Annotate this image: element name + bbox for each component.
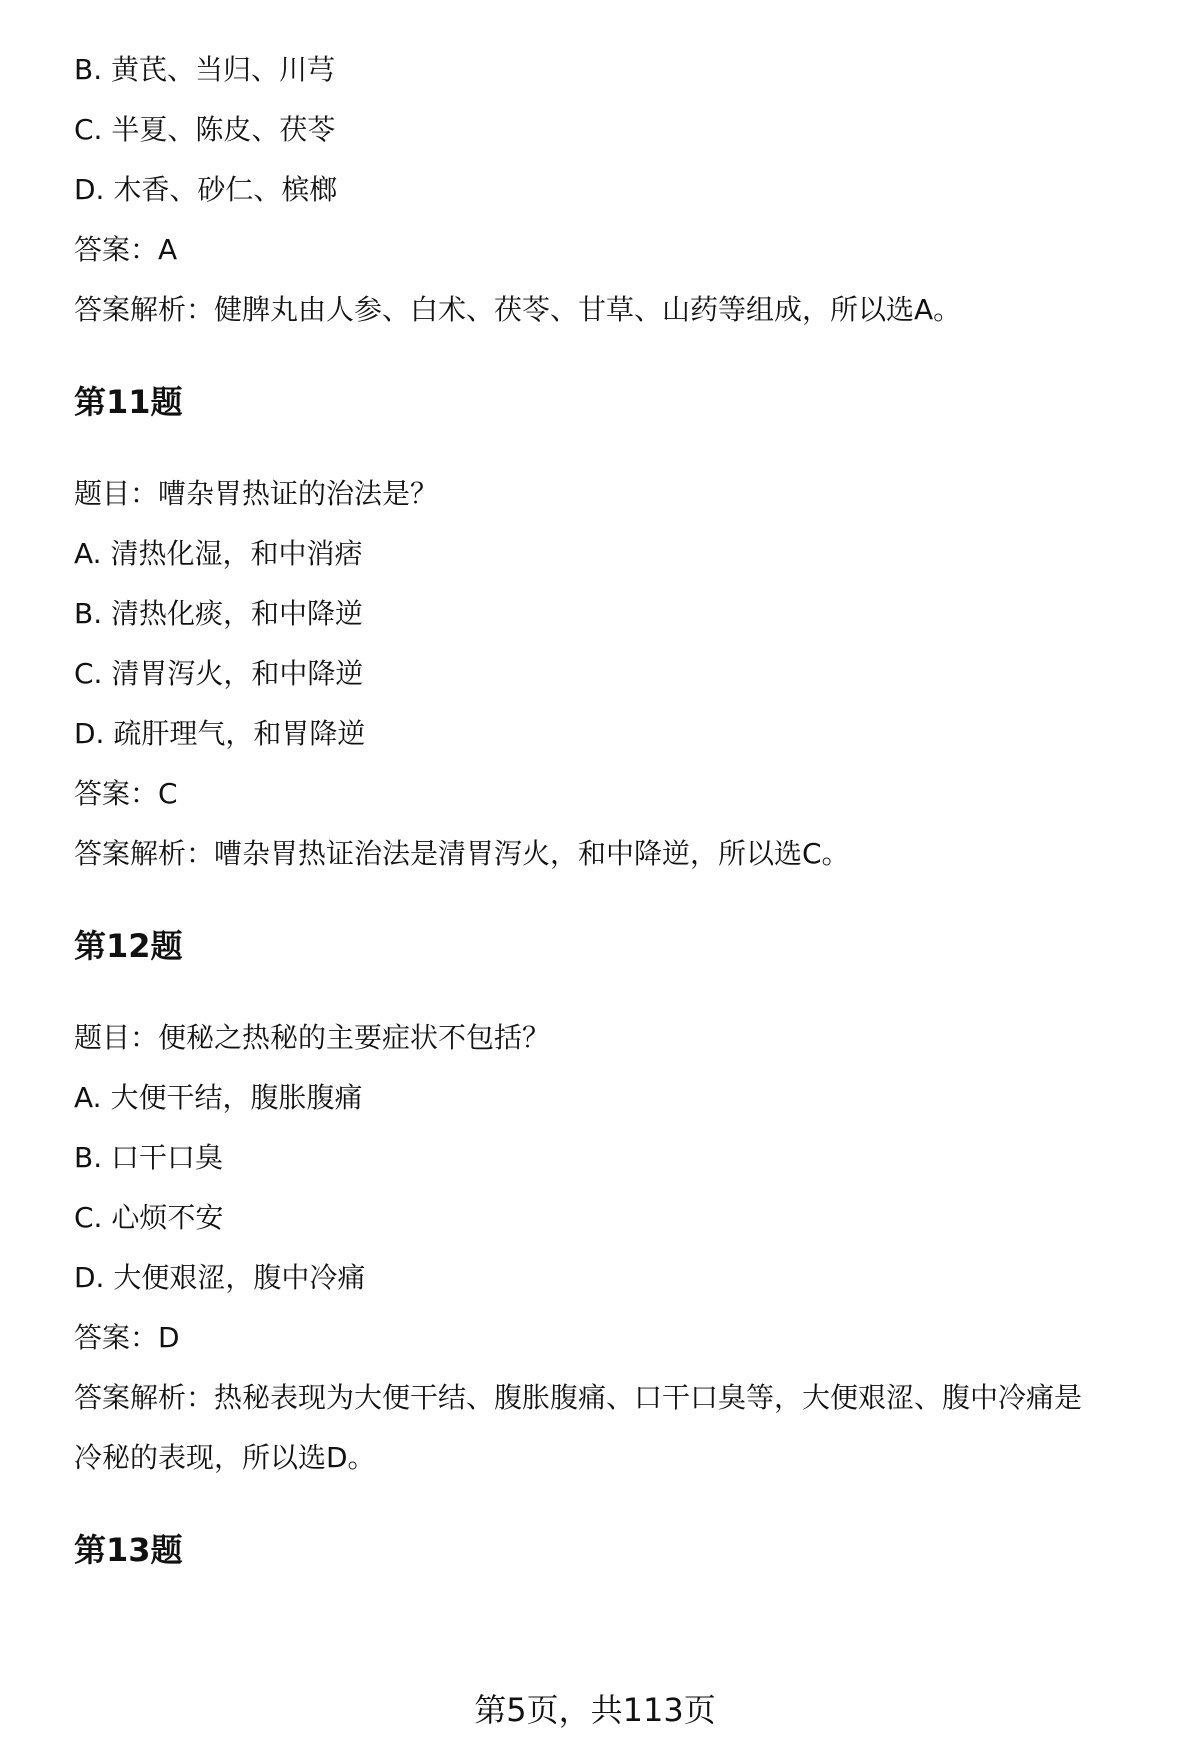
q10-answer: 答案：A: [74, 233, 178, 266]
q11-answer: 答案：C: [74, 777, 178, 810]
q12-option-b: B. 口干口臭: [74, 1141, 224, 1174]
q12-explanation-line-2: 冷秘的表现，所以选D。: [74, 1441, 376, 1474]
q12-question: 题目：便秘之热秘的主要症状不包括？: [74, 1021, 551, 1054]
q12-explanation-line-1: 答案解析：热秘表现为大便干结、腹胀腹痛、口干口臭等，大便艰涩、腹中冷痛是: [74, 1381, 1083, 1414]
q11-question: 题目：嘈杂胃热证的治法是？: [74, 477, 439, 510]
q10-option-d: D. 木香、砂仁、槟榔: [74, 173, 338, 206]
q12-option-d: D. 大便艰涩，腹中冷痛: [74, 1261, 366, 1294]
q11-explanation: 答案解析：嘈杂胃热证治法是清胃泻火，和中降逆，所以选C。: [74, 837, 850, 870]
page-footer: 第5页，共113页: [474, 1691, 716, 1729]
q12-option-c: C. 心烦不安: [74, 1201, 224, 1234]
q10-explanation: 答案解析：健脾丸由人参、白术、茯苓、甘草、山药等组成，所以选A。: [74, 293, 962, 326]
q10-option-b: B. 黄芪、当归、川芎: [74, 53, 336, 86]
q11-heading: 第11题: [74, 383, 183, 421]
q12-heading: 第12题: [74, 927, 183, 965]
q10-option-c: C. 半夏、陈皮、茯苓: [74, 113, 336, 146]
q12-answer: 答案：D: [74, 1321, 180, 1354]
q12-option-a: A. 大便干结，腹胀腹痛: [74, 1081, 363, 1114]
q13-heading: 第13题: [74, 1531, 183, 1569]
q11-option-b: B. 清热化痰，和中降逆: [74, 597, 364, 630]
q11-option-c: C. 清胃泻火，和中降逆: [74, 657, 364, 690]
q11-option-a: A. 清热化湿，和中消痞: [74, 537, 363, 570]
document-page: [74, 40, 1154, 1580]
q11-option-d: D. 疏肝理气，和胃降逆: [74, 717, 366, 750]
